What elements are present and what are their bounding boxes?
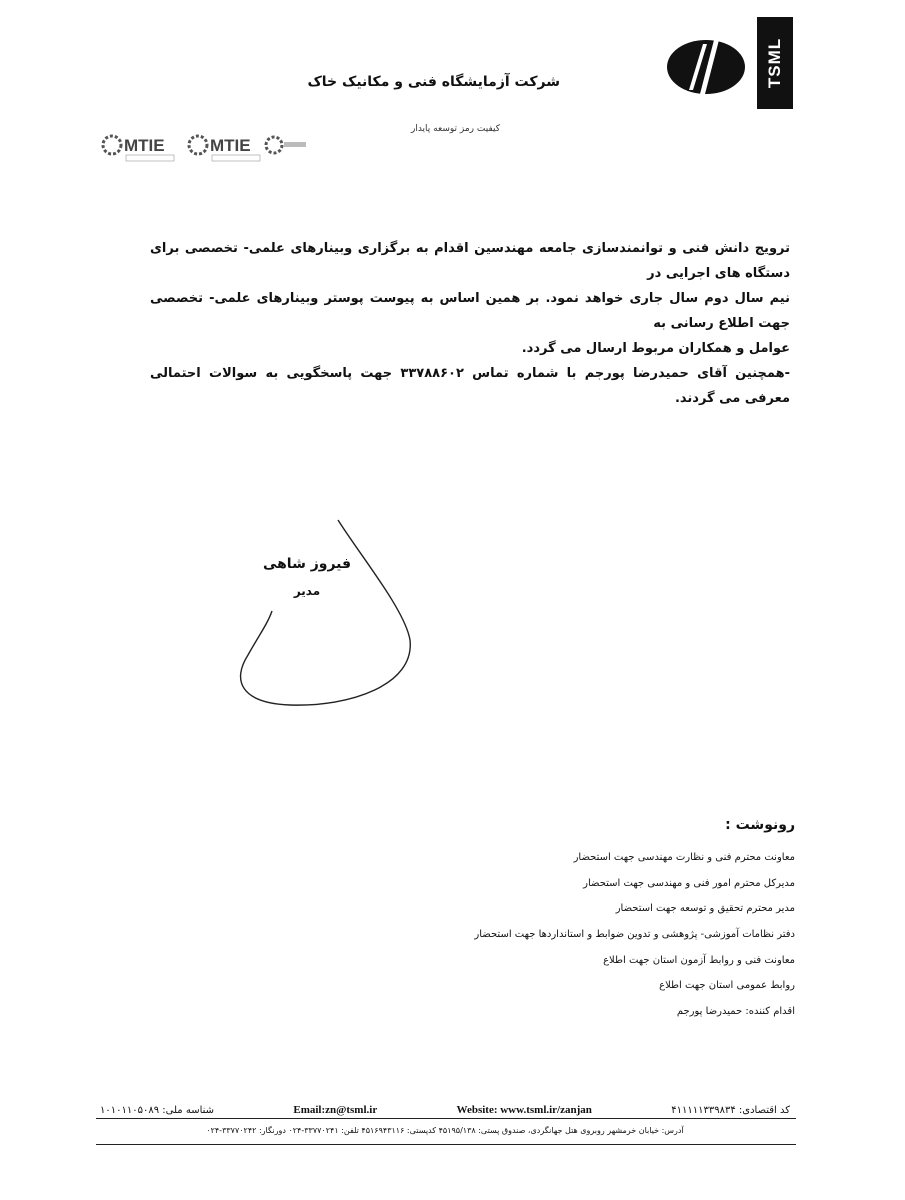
company-name: شرکت آزمایشگاه فنی و مکانیک خاک [307,74,560,90]
cert-logo-icon [189,136,260,161]
paragraph-line: نیم سال دوم سال جاری خواهد نمود. بر همین اساس به پیوست پوستر وبینارهای علمی- تخصصی جهت اطلاع رسانی به [150,291,790,331]
cert-logo-icon [103,136,174,161]
paragraph-line: ترویج دانش فنی و توانمندسازی جامعه مهندسین اقدام به برگزاری وبینارهای علمی- تخصصی برای دستگاه های اجرایی در [150,241,790,281]
logo-text: TSML [765,37,784,89]
signatory-name: فیروز شاهی [262,556,352,572]
tsml-logo-bar [757,17,793,109]
website-link[interactable]: Website: www.tsml.ir/zanjan [456,1104,592,1116]
cc-heading: رونوشت : [725,817,795,833]
economic-code: کد اقتصادی: ۴۱۱۱۱۱۳۳۹۸۳۴ [671,1104,790,1116]
certification-logos [100,132,310,166]
national-id: شناسه ملی: ۱۰۱۰۱۱۰۵۰۸۹ [100,1104,215,1116]
cc-item: اقدام کننده: حمیدرضا پورجم [676,1006,795,1018]
svg-text:MTIE: MTIE [210,136,251,155]
cc-item: مدیرکل محترم امور فنی و مهندسی جهت استحضار [583,877,795,889]
paragraph-line: -همچنین آقای حمیدرضا پورجم با شماره تماس ۳۳۷۸۸۶۰۲ جهت پاسخگویی به سوالات احتمالی معرفی می گردند. [150,366,790,406]
cert-seal-icon [266,137,306,153]
paragraph-line: عوامل و همکاران مربوط ارسال می گردد. [521,341,790,356]
cc-item: روابط عمومی استان جهت اطلاع [659,980,795,992]
letter-body [150,236,790,411]
cc-item: مدیر محترم تحقیق و توسعه جهت استحضار [615,903,795,915]
cc-item: معاونت محترم فنی و نظارت مهندسی جهت استحضار [573,852,795,863]
footer-divider [96,1118,796,1119]
footer-divider [96,1144,796,1145]
cc-list [330,848,795,1028]
footer-address: آدرس: خیابان خرمشهر روبروی هتل جهانگردی، صندوق پستی: ۴۵۱۹۵/۱۳۸ کدپستی: ۴۵۱۶۹۴۳۱۱۶ تلفن: ۳۳۷۷۰۲۴۱-۰۲۴ دورنگار: ۳۳۷۷۰۲۴۲-۰۲۴ [206,1126,684,1135]
company-motto: کیفیت رمز توسعه پایدار [410,124,500,134]
email-link[interactable]: Email:zn@tsml.ir [293,1104,378,1116]
handwritten-signature-icon [230,515,420,715]
company-logo-icon [666,38,746,96]
svg-text:MTIE: MTIE [124,136,165,155]
signatory-title: مدیر [293,584,321,598]
cc-item: معاونت فنی و روابط آزمون استان جهت اطلاع [603,954,795,966]
footer-contact-row [100,1102,790,1118]
cc-item: دفتر نظامات آموزشی- پژوهشی و تدوین ضوابط و استانداردها جهت استحضار [474,929,795,941]
